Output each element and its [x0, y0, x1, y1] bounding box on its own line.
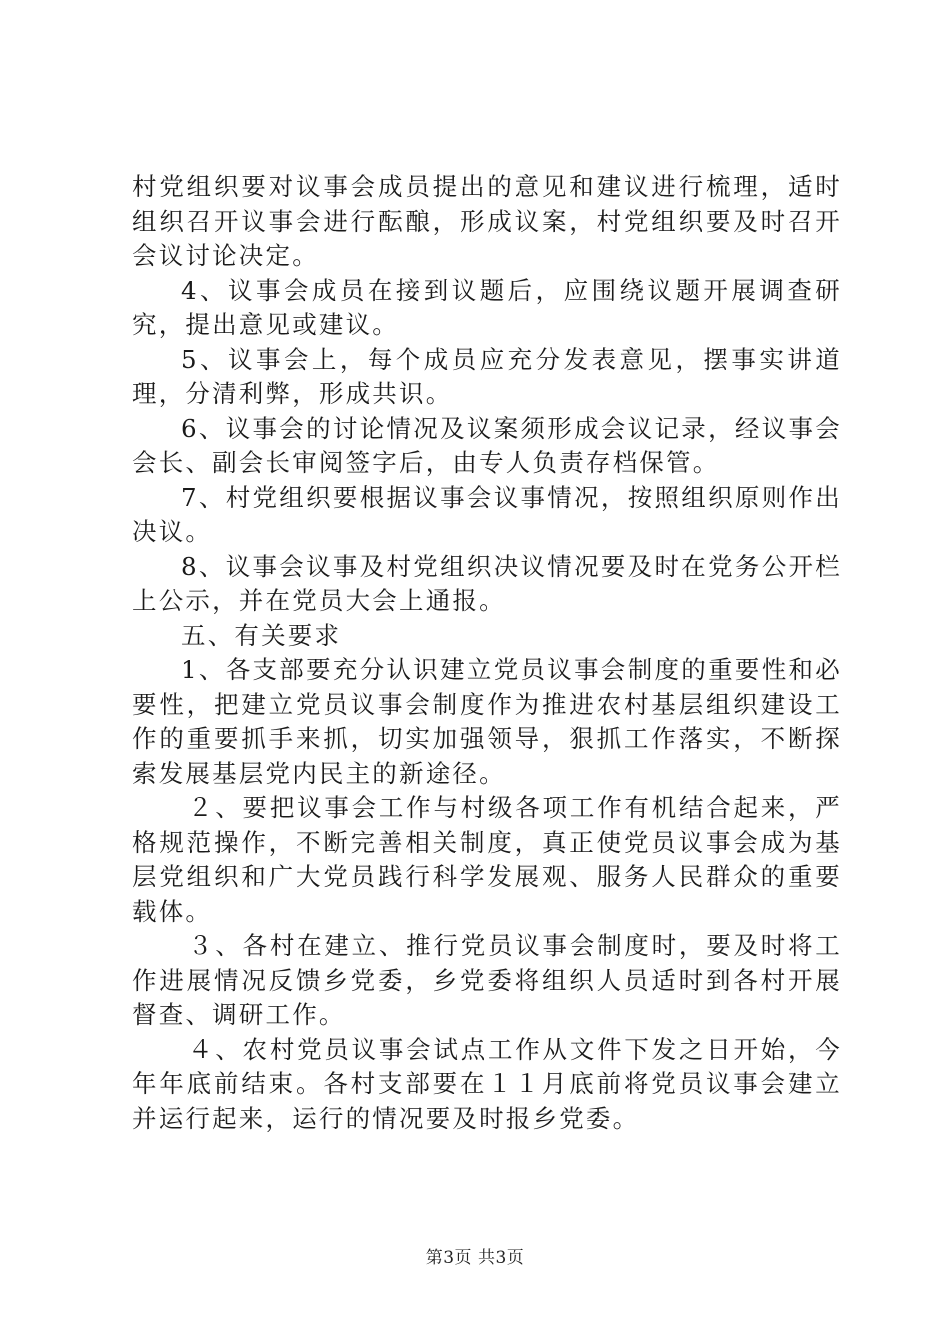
- paragraph-continuation: 村党组织要对议事会成员提出的意见和建议进行梳理，适时组织召开议事会进行酝酿，形成议案，村党组织要及时召开会议讨论决定。: [132, 172, 842, 270]
- paragraph-item-5: 5、议事会上，每个成员应充分发表意见，摆事实讲道理，分清利弊，形成共识。: [132, 344, 842, 408]
- requirement-item-3: ３、各村在建立、推行党员议事会制度时，要及时将工作进展情况反馈乡党委，乡党委将组织人员适时到各村开展督查、调研工作。: [132, 931, 842, 1029]
- page-number-footer: 第3页 共3页: [425, 1248, 525, 1268]
- paragraph-item-6: 6、议事会的讨论情况及议案须形成会议记录，经议事会会长、副会长审阅签字后，由专人负责存档保管。: [132, 413, 842, 477]
- section-heading: 五、有关要求: [181, 620, 342, 650]
- document-body: [132, 170, 842, 1136]
- requirement-item-4: ４、农村党员议事会试点工作从文件下发之日开始，今年年底前结束。各村支部要在１１月底前将党员议事会建立并运行起来，运行的情况要及时报乡党委。: [132, 1034, 842, 1133]
- requirement-item-1: 1、各支部要充分认识建立党员议事会制度的重要性和必要性，把建立党员议事会制度作为推进农村基层组织建设工作的重要抓手来抓，切实加强领导，狠抓工作落实，不断探索发展基层党内民主的新途径。: [132, 655, 842, 788]
- paragraph-item-4: 4、议事会成员在接到议题后，应围绕议题开展调查研究，提出意见或建议。: [132, 275, 842, 339]
- paragraph-item-8: 8、议事会议事及村党组织决议情况要及时在党务公开栏上公示，并在党员大会上通报。: [132, 551, 842, 615]
- requirement-item-2: ２、要把议事会工作与村级各项工作有机结合起来，严格规范操作，不断完善相关制度，真正使党员议事会成为基层党组织和广大党员践行科学发展观、服务人民群众的重要载体。: [132, 793, 842, 926]
- paragraph-item-7: 7、村党组织要根据议事会议事情况，按照组织原则作出决议。: [132, 482, 842, 546]
